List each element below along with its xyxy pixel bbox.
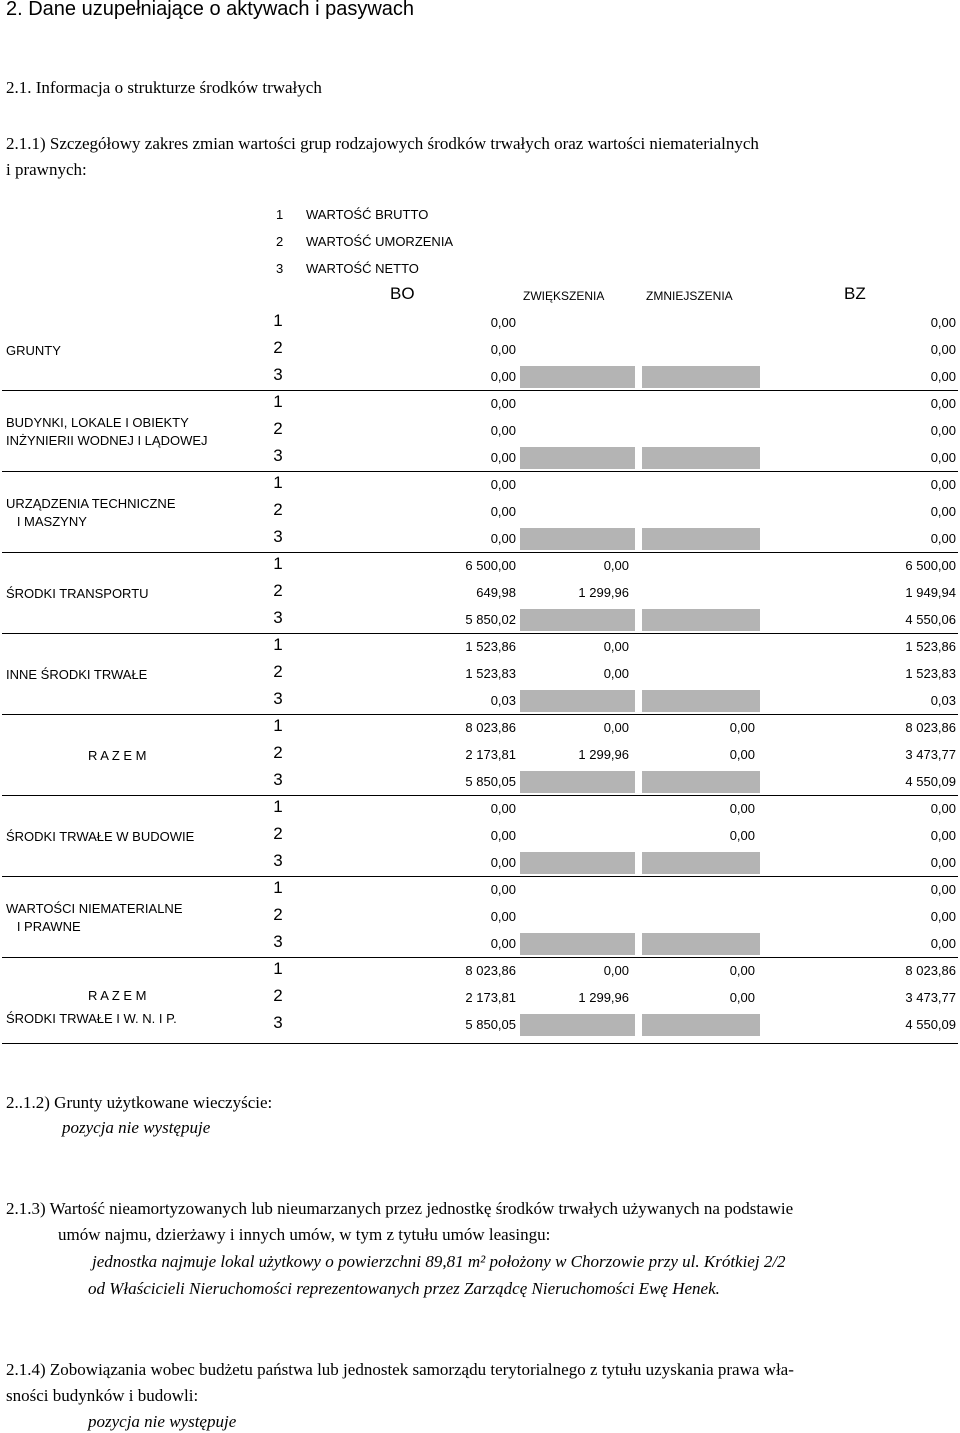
cell-bo: 0,00 [490,369,516,384]
shaded-cell-increases [520,852,635,874]
row-type-number: 2 [273,419,283,438]
row-group-label-line: ŚRODKI TRWAŁE I W. N. I P. [6,1011,177,1026]
shaded-cell-decreases [642,609,760,631]
cell-bz: 0,00 [930,855,956,870]
group-divider [2,876,958,877]
column-header-bo: BO [390,284,415,303]
subsection-2-1-4-value: pozycja nie występuje [88,1412,237,1431]
row-type-number: 3 [273,932,283,951]
column-header-increases: ZWIĘKSZENIA [523,289,605,303]
subsection-2-1-3-title-cont: umów najmu, dzierżawy i innych umów, w tym z tytułu umów leasingu: [58,1225,551,1244]
shaded-cell-increases [520,690,635,712]
legend-num-2: 2 [276,234,284,249]
row-type-number: 1 [273,554,283,573]
cell-bo: 649,98 [476,585,516,600]
row-type-number: 2 [273,824,283,843]
row-group-label [6,987,177,1028]
shaded-cell-increases [520,528,635,550]
row-type-number: 2 [273,986,283,1005]
cell-bz: 3 473,77 [905,747,956,762]
cell-bz: 0,00 [930,882,956,897]
shaded-cell-decreases [642,933,760,955]
subsection-2-1-2-value: pozycja nie występuje [62,1118,211,1137]
row-type-number: 1 [273,716,283,735]
row-group-label-line: I PRAWNE [6,918,81,934]
row-group-label-line: GRUNTY [6,342,61,358]
cell-bo: 0,00 [490,477,516,492]
column-header-bz: BZ [844,284,866,303]
cell-bo: 0,00 [490,396,516,411]
cell-increases: 1 299,96 [578,585,629,600]
cell-bz: 0,00 [930,801,956,816]
subsection-2-1-3-title: 2.1.3) Wartość nieamortyzowanych lub nieumarzanych przez jednostkę środków trwałych używanych na podstawie [6,1199,794,1218]
cell-bz: 0,00 [930,936,956,951]
cell-bo: 0,00 [490,504,516,519]
subsection-2-1-3-note: jednostka najmuje lokal użytkowy o powierzchni 89,81 m² położony w Chorzowie przy ul. Krótkiej 2/2 [92,1252,786,1271]
cell-bz: 0,00 [930,396,956,411]
row-type-number: 3 [273,851,283,870]
row-group-label-line: INNE ŚRODKI TRWAŁE [6,666,148,682]
group-divider [2,957,958,958]
cell-bz: 0,00 [930,315,956,330]
row-group-label-line: I MASZYNY [6,513,87,529]
row-type-number: 3 [273,689,283,708]
cell-bo: 5 850,02 [465,612,516,627]
row-type-number: 2 [273,662,283,681]
cell-bz: 0,00 [930,477,956,492]
cell-decreases: 0,00 [729,747,755,762]
row-group-label [6,414,208,450]
shaded-cell-increases [520,933,635,955]
cell-bz: 1 949,94 [905,585,956,600]
row-group-label-line: WARTOŚCI NIEMATERIALNE [6,900,183,916]
cell-bo: 2 173,81 [465,747,516,762]
cell-increases: 0,00 [603,639,629,654]
row-type-number: 3 [273,527,283,546]
shaded-cell-increases [520,771,635,793]
legend-num-1: 1 [276,207,284,222]
row-type-number: 3 [273,446,283,465]
subsection-2-1-3-note-cont: od Właścicieli Nieruchomości reprezentowanych przez Zarządcę Nieruchomości Ewę Henek. [88,1279,720,1298]
shaded-cell-increases [520,366,635,388]
cell-bz: 3 473,77 [905,990,956,1005]
cell-bz: 1 523,83 [905,666,956,681]
shaded-cell-decreases [642,366,760,388]
cell-decreases: 0,00 [729,720,755,735]
cell-bz: 0,00 [930,504,956,519]
shaded-cell-increases [520,447,635,469]
group-divider [2,714,958,715]
row-type-number: 3 [273,365,283,384]
cell-bz: 0,00 [930,828,956,843]
legend-label-umorzenie: WARTOŚĆ UMORZENIA [306,234,454,249]
cell-bo: 0,00 [490,450,516,465]
subsection-2-1-4-title: 2.1.4) Zobowiązania wobec budżetu państwa lub jednostek samorządu terytorialnego z tytułu uzyskania prawa wła- [6,1360,794,1379]
cell-bo: 0,00 [490,882,516,897]
cell-bo: 5 850,05 [465,1017,516,1032]
cell-bo: 1 523,86 [465,639,516,654]
cell-bz: 4 550,06 [905,612,956,627]
group-divider [2,552,958,553]
row-group-label-line: BUDYNKI, LOKALE I OBIEKTY [6,414,189,430]
cell-bz: 0,00 [930,423,956,438]
cell-bz: 0,00 [930,909,956,924]
row-group-label [6,828,194,846]
row-group-label-line: INŻYNIERII WODNEJ I LĄDOWEJ [6,432,208,448]
row-type-number: 1 [273,635,283,654]
row-group-label [6,747,147,765]
cell-bz: 8 023,86 [905,720,956,735]
legend-label-netto: WARTOŚĆ NETTO [306,261,419,276]
subsection-2-1-1-title-cont: i prawnych: [6,160,87,179]
cell-increases: 0,00 [603,963,629,978]
cell-bz: 0,00 [930,342,956,357]
cell-bz: 8 023,86 [905,963,956,978]
cell-decreases: 0,00 [729,801,755,816]
cell-bo: 5 850,05 [465,774,516,789]
row-group-label [6,900,183,936]
cell-increases: 1 299,96 [578,747,629,762]
cell-decreases: 0,00 [729,990,755,1005]
shaded-cell-decreases [642,852,760,874]
cell-bo: 8 023,86 [465,963,516,978]
row-group-label [6,585,149,603]
row-type-number: 2 [273,338,283,357]
shaded-cell-decreases [642,447,760,469]
row-type-number: 1 [273,878,283,897]
row-group-label [6,495,176,531]
row-group-label-line: ŚRODKI TRANSPORTU [6,585,149,601]
cell-bo: 6 500,00 [465,558,516,573]
row-group-label-line: ŚRODKI TRWAŁE W BUDOWIE [6,828,195,844]
group-divider [2,795,958,796]
column-header-decreases: ZMNIEJSZENIA [646,289,733,303]
row-type-number: 2 [273,905,283,924]
cell-bo: 0,00 [490,828,516,843]
subsection-2-1-4-title-cont: sności budynków i budowli: [6,1386,199,1405]
group-divider [2,633,958,634]
row-type-number: 3 [273,1013,283,1032]
section-heading: 2. Dane uzupełniające o aktywach i pasywach [6,0,415,20]
subsection-2-1-2-title: 2..1.2) Grunty użytkowane wieczyście: [6,1093,273,1112]
cell-increases: 0,00 [603,558,629,573]
row-type-number: 3 [273,770,283,789]
cell-increases: 0,00 [603,666,629,681]
cell-bo: 0,00 [490,423,516,438]
cell-bo: 0,03 [490,693,516,708]
subsection-2-1-title: 2.1. Informacja o strukturze środków trwałych [6,78,322,97]
cell-bz: 0,00 [930,531,956,546]
cell-bz: 0,03 [930,693,956,708]
cell-bz: 4 550,09 [905,1017,956,1032]
cell-bo: 0,00 [490,342,516,357]
legend-label-brutto: WARTOŚĆ BRUTTO [306,207,429,222]
cell-bo: 0,00 [490,936,516,951]
cell-bo: 1 523,83 [465,666,516,681]
shaded-cell-increases [520,609,635,631]
cell-bo: 2 173,81 [465,990,516,1005]
shaded-cell-decreases [642,771,760,793]
shaded-cell-decreases [642,1014,760,1036]
row-type-number: 1 [273,392,283,411]
row-type-number: 2 [273,743,283,762]
cell-bz: 6 500,00 [905,558,956,573]
row-group-label-line: R A Z E M [88,988,147,1003]
group-divider [2,471,958,472]
row-group-label-line: R A Z E M [88,747,147,763]
cell-bo: 8 023,86 [465,720,516,735]
cell-bz: 1 523,86 [905,639,956,654]
row-group-label [6,666,147,684]
row-group-label [6,342,61,360]
cell-bo: 0,00 [490,531,516,546]
cell-bo: 0,00 [490,315,516,330]
row-type-number: 1 [273,797,283,816]
cell-bz: 4 550,09 [905,774,956,789]
cell-decreases: 0,00 [729,963,755,978]
row-type-number: 2 [273,500,283,519]
shaded-cell-increases [520,1014,635,1036]
cell-bo: 0,00 [490,801,516,816]
row-group-label-line: URZĄDZENIA TECHNICZNE [6,495,176,511]
cell-bo: 0,00 [490,855,516,870]
legend-num-3: 3 [276,261,284,276]
shaded-cell-decreases [642,690,760,712]
table-bottom-border [2,1043,958,1044]
group-divider [2,390,958,391]
cell-bz: 0,00 [930,369,956,384]
row-type-number: 1 [273,473,283,492]
row-type-number: 1 [273,959,283,978]
row-type-number: 2 [273,581,283,600]
cell-bz: 0,00 [930,450,956,465]
subsection-2-1-1-title: 2.1.1) Szczegółowy zakres zmian wartości grup rodzajowych środków trwałych oraz wartości niematerialnych [6,134,759,153]
cell-increases: 0,00 [603,720,629,735]
row-type-number: 3 [273,608,283,627]
row-type-number: 1 [273,311,283,330]
cell-bo: 0,00 [490,909,516,924]
cell-increases: 1 299,96 [578,990,629,1005]
cell-decreases: 0,00 [729,828,755,843]
shaded-cell-decreases [642,528,760,550]
